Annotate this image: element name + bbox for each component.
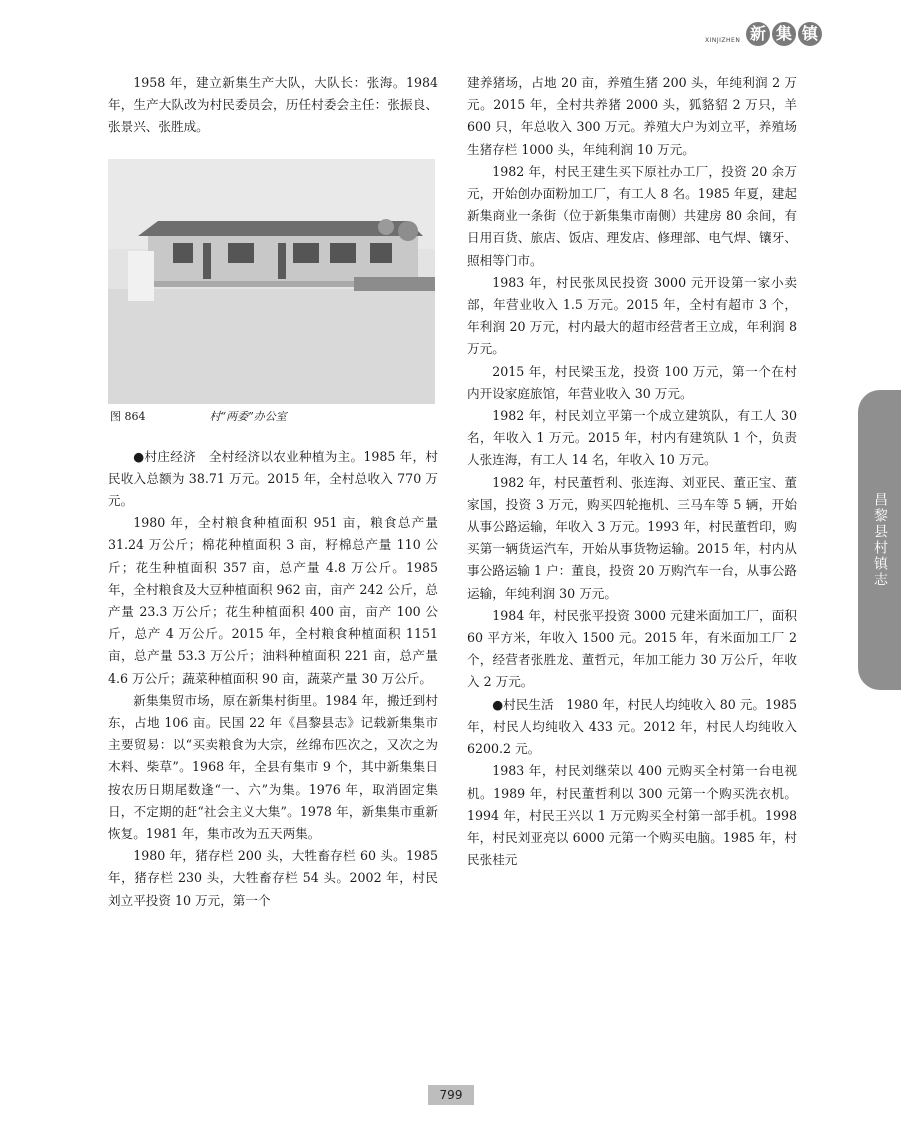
right-column: [467, 72, 797, 871]
paragraph: 1980 年，猪存栏 200 头，大牲畜存栏 60 头。1985 年，猪存栏 230 头，大牲畜存栏 54 头。2002 年，村民刘立平投资 10 万元，第一个: [108, 848, 438, 908]
side-tab-book-title: 昌黎县村镇志: [858, 390, 901, 690]
running-header-latin: XINJIZHEN: [705, 37, 741, 44]
header-char-3: 镇: [798, 22, 822, 46]
paragraph: 2015 年，村民梁玉龙，投资 100 万元，第一个在村内开设家庭旅馆，年营业收入 30 万元。: [467, 363, 797, 401]
page-number: 799: [428, 1085, 474, 1105]
paragraph: 建养猪场，占地 20 亩，养殖生猪 200 头，年纯利润 2 万元。2015 年，全村共养猪 2000 头，狐貉貂 2 万只，羊 600 只，年总收入 300 万元。养殖大户为刘立平，养殖场生猪存栏 1000 头，年纯利润 10 万元。: [467, 75, 797, 157]
paragraph: 1982 年，村民王建生买下原社办工厂，投资 20 余万元，开始创办面粉加工厂，有工人 8 名。1985 年夏，建起新集商业一条街（位于新集集市南侧）共建房 80 余间，有日用百货、旅店、饭店、理发店、修理部、电气焊、镶牙、照相等门市。: [467, 163, 797, 268]
paragraph: 1983 年，村民张凤民投资 3000 元开设第一家小卖部，年营业收入 1.5 万元。2015 年，全村有超市 3 个，年利润 20 万元，村内最大的超市经营者王立成，年利润 8 万元。: [467, 274, 797, 357]
header-char-1: 新: [746, 22, 770, 46]
paragraph: 1982 年，村民刘立平第一个成立建筑队，有工人 30 名，年收入 1 万元。2015 年，村内有建筑队 1 个，负责人张连海，有工人 14 名，年收入 10 万元。: [467, 408, 797, 468]
paragraph: 新集集贸市场，原在新集村街里。1984 年，搬迁到村东，占地 106 亩。民国 22 年《昌黎县志》记载新集集市主要贸易：以“买卖粮食为大宗，丝绵布匹次之，又次之为木料、柴草”。1968 年，全县有集市 9 个，其中新集集日按农历日期尾数逢“一、六”为集。1976 年，取消固定集日，不定期的赶“社会主义大集”。1978 年，新集集市重新恢复。1981 年，集市改为五天两集。: [108, 692, 438, 842]
figure-number: 图 864: [110, 409, 146, 423]
paragraph: 1958 年，建立新集生产大队，大队长：张海。1984 年，生产大队改为村民委员会，历任村委会主任：张振良、张景兴、张胜成。: [108, 75, 438, 135]
paragraph: 1983 年，村民刘继荣以 400 元购买全村第一台电视机。1989 年，村民董哲利以 300 元第一个购买洗衣机。1994 年，村民王兴以 1 万元购买全村第一部手机。1998 年，村民刘亚亮以 6000 元第一个购买电脑。1985 年，村民张桂元: [467, 763, 797, 868]
paragraph: ●村民生活 1980 年，村民人均纯收入 80 元。1985 年，村民人均纯收入 433 元。2012 年，村民人均纯收入 6200.2 元。: [467, 696, 797, 757]
paragraph: ●村庄经济 全村经济以农业种植为主。1985 年，村民收入总额为 38.71 万元。2015 年，全村总收入 770 万元。: [108, 448, 438, 509]
running-header-title: [746, 22, 822, 46]
paragraph: 1982 年，村民董哲利、张连海、刘亚民、董正宝、董家国，投资 3 万元，购买四轮拖机、三马车等 5 辆，开始从事公路运输，年收入 3 万元。1993 年，村民董哲印，购买第一辆货运汽车，开始从事货物运输。2015 年，村内从事公路运输 1 户：董良，投资 20 万购汽车一台，从事公路运输，年纯利润 30 万元。: [467, 474, 797, 601]
figure-caption: [108, 408, 438, 426]
figure-title: 村“两委”办公室: [209, 409, 287, 423]
paragraph: 1980 年，全村粮食种植面积 951 亩，粮食总产量 31.24 万公斤；棉花种植面积 3 亩，籽棉总产量 110 公斤；花生种植面积 357 亩，总产量 4.8 万公斤。1985 年，全村粮食及大豆种植面积 962 亩，亩产 242 公斤，总产量 23.3 万公斤；花生种植面积 400 亩，亩产 100 公斤，总产 4 万公斤。2015 年，全村粮食种植面积 1151 亩，总产量 53.3 万公斤；油料种植面积 221 亩，总产量 4.6 万公斤；蔬菜种植面积 90 亩，蔬菜产量 30 万公斤。: [108, 515, 438, 686]
header-char-2: 集: [772, 22, 796, 46]
building-photo: [108, 159, 435, 404]
paragraph: 1984 年，村民张平投资 3000 元建米面加工厂，面积 60 平方米，年收入 1500 元。2015 年，有米面加工厂 2 个，经营者张胜龙、董哲元，年加工能力 30 万公斤，年收入 2 万元。: [467, 607, 797, 690]
left-column: [108, 72, 438, 912]
